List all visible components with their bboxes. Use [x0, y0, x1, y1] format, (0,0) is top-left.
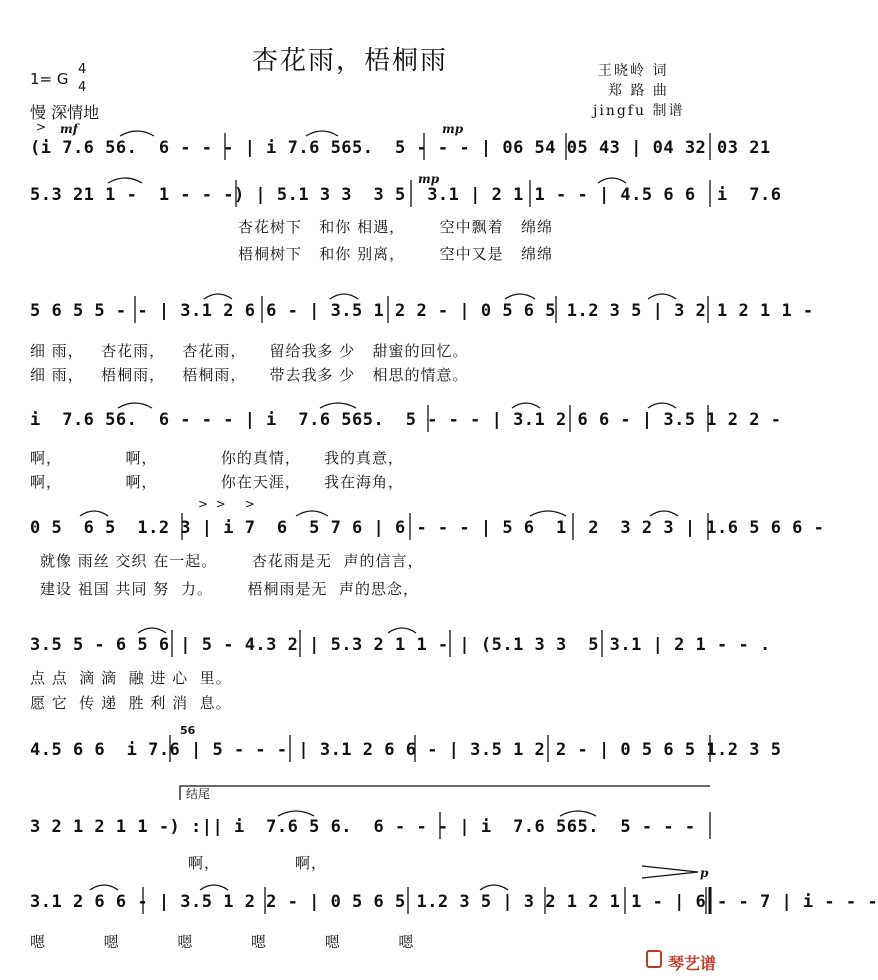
jump-marker: 56	[180, 724, 196, 737]
dynamic-mf: mf	[60, 122, 78, 136]
notation-row-1: (i 7.6 56. 6 - - - | i 7.6 565. 5 - - - | 06 54 05 43 | 04 32 03 21	[30, 138, 771, 158]
ending-label: 结尾	[186, 787, 211, 801]
dynamic-p: p	[700, 866, 709, 880]
key-signature: 1= G	[30, 70, 69, 88]
dynamic-mp: mp	[442, 122, 464, 136]
lyric-verse-2: 梧桐树下 和你 别离， 空中又是 绵绵	[238, 245, 553, 263]
dynamic-mp: mp	[418, 172, 440, 186]
page-title: 杏花雨，梧桐雨	[252, 46, 449, 76]
lyric-line: 嗯 嗯 嗯 嗯 嗯 嗯	[30, 933, 415, 951]
watermark-text: 琴艺谱	[668, 954, 717, 973]
lyric-verse-2: 啊， 啊， 你在天涯， 我在海角，	[30, 473, 404, 491]
lyric-verse-2: 建设 祖国 共同 努 力。 梧桐雨是无 声的思念，	[40, 580, 419, 598]
notation-row-6: 3.5 5 - 6 5 6 | 5 - 4.3 2 | 5.3 2 1 1 - | (5.1 3 3 5 3.1 | 2 1 - - .	[30, 635, 771, 655]
composer-credit: 郑 路 曲	[608, 83, 669, 99]
notation-row-7: 4.5 6 6 i 7.6 | 5 - - - | 3.1 2 6 6 - | 3.5 1 2 2 - | 0 5 6 5 1.2 3 5	[30, 740, 782, 760]
accent-mark: >	[36, 120, 47, 134]
lyric-verse-1: 杏花树下 和你 相遇， 空中飘着 绵绵	[238, 218, 553, 236]
lyric-verse-1: 啊， 啊， 你的真情， 我的真意，	[30, 449, 404, 467]
transcriber-credit: jingfu 制谱	[593, 103, 685, 119]
notation-row-9: 3.1 2 6 6 - | 3.5 1 2 2 - | 0 5 6 5 1.2 3 5 | 3 2 1 2 1 1 - | 6 - - 7 | i - - -	[30, 892, 878, 912]
lyric-line: 啊， 啊，	[188, 854, 327, 872]
tempo-marking: 慢 深情地	[30, 103, 100, 122]
lyric-verse-1: 点 点 滴 滴 融 进 心 里。	[30, 669, 232, 687]
notation-row-5: 0 5 6 5 1.2 3 | i 7 6 5 7 6 | 6 - - - | 5 6 1 2 3 2 3 | 1.6 5 6 6 -	[30, 518, 825, 538]
accent-mark: > > >	[198, 497, 255, 511]
lyric-verse-1: 就像 雨丝 交织 在一起。 杏花雨是无 声的信言，	[40, 552, 424, 570]
lyricist-credit: 王晓岭 词	[598, 63, 669, 79]
lyric-verse-2: 愿 它 传 递 胜 利 消 息。	[30, 694, 232, 712]
notation-row-8: 3 2 1 2 1 1 -) :|| i 7.6 5 6. 6 - - - | i 7.6 565. 5 - - -	[30, 817, 696, 837]
lyric-verse-2: 细 雨， 梧桐雨， 梧桐雨， 带去我多 少 相思的情意。	[30, 366, 469, 384]
notation-row-4: i 7.6 56. 6 - - - | i 7.6 565. 5 - - - | 3.1 2 6 6 - | 3.5 1 2 2 -	[30, 410, 782, 430]
time-signature-top: 4	[78, 62, 87, 77]
notation-row-2: 5.3 21 1 - 1 - - -) | 5.1 3 3 3 5 3.1 | 2 1 1 - - | 4.5 6 6 i 7.6	[30, 185, 782, 205]
notation-row-3: 5 6 5 5 - - | 3.1 2 6 6 - | 3.5 1 2 2 - | 0 5 6 5 1.2 3 5 | 3 2 1 2 1 1 -	[30, 301, 814, 321]
lyric-verse-1: 细 雨， 杏花雨， 杏花雨， 留给我多 少 甜蜜的回忆。	[30, 342, 469, 360]
time-signature-bottom: 4	[78, 80, 87, 95]
